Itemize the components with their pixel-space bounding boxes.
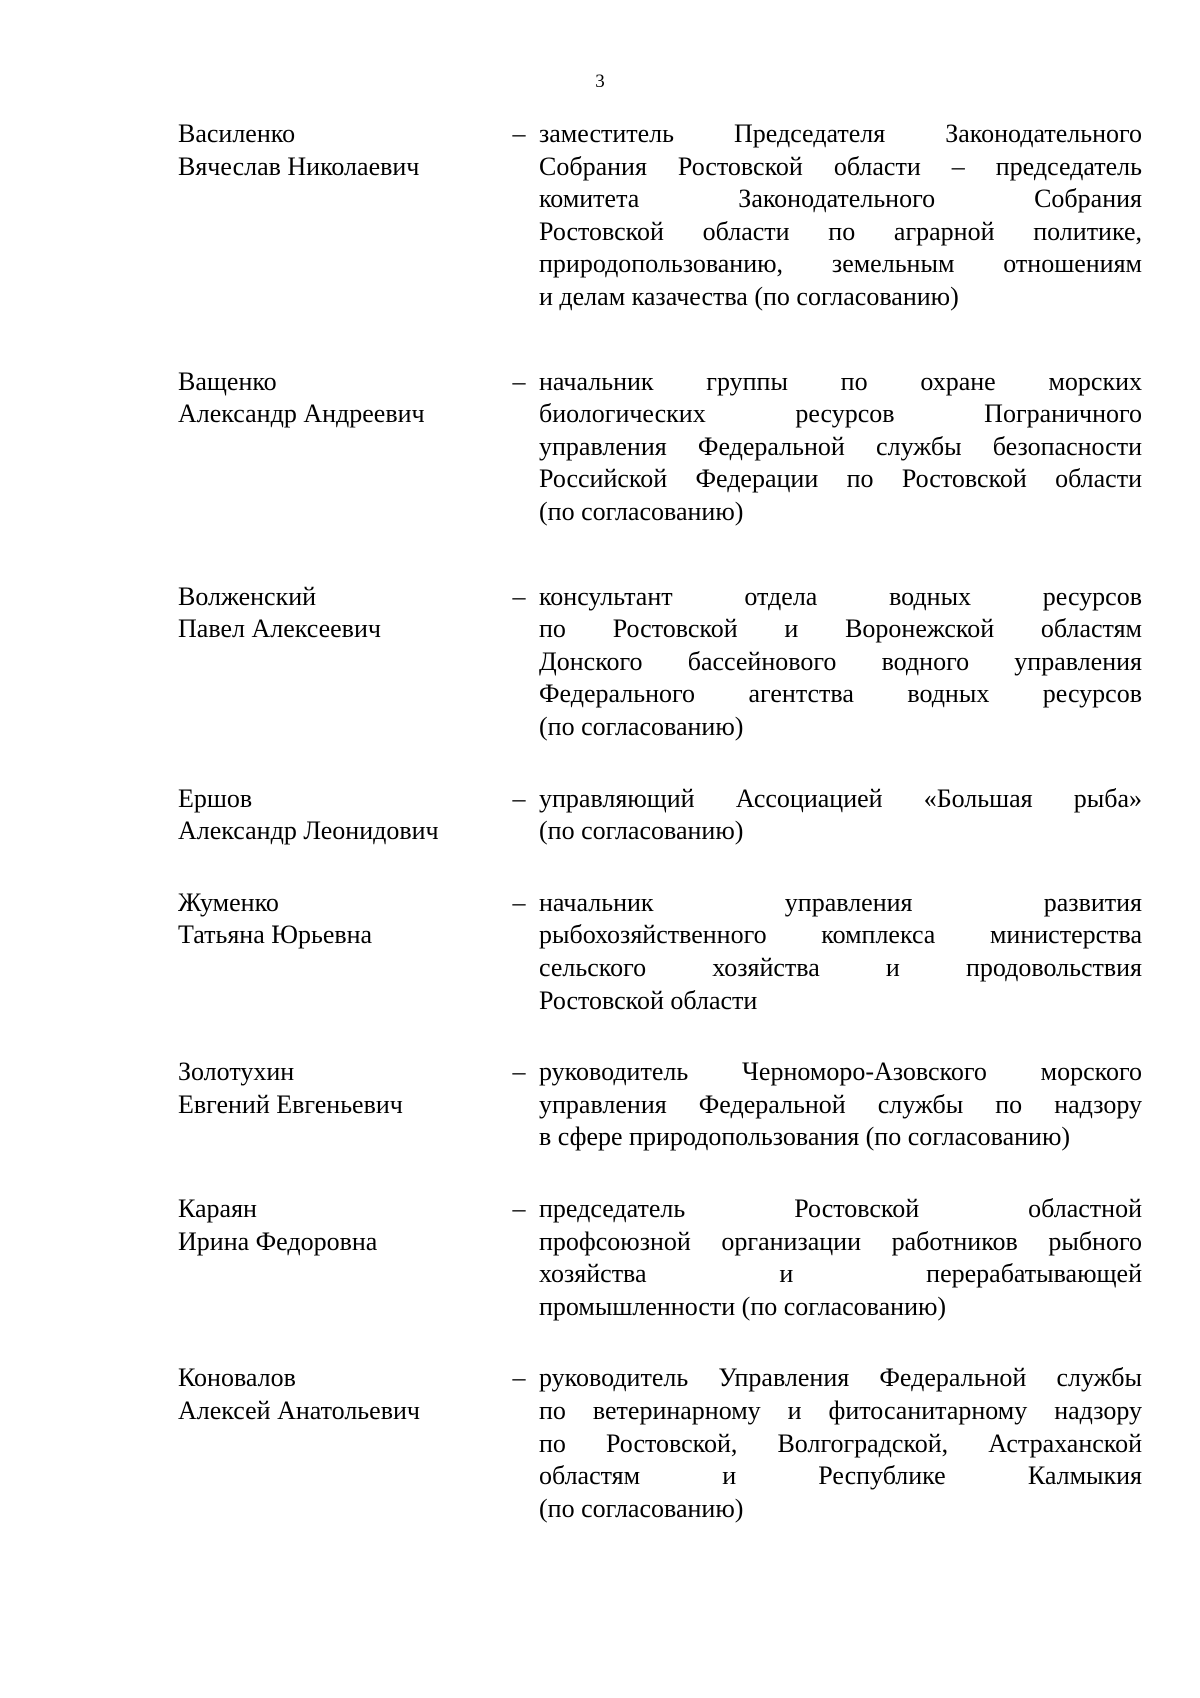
member-dash: –: [512, 119, 526, 148]
member-dash: –: [512, 1057, 526, 1087]
member-given-names: Евгений Евгеньевич: [178, 1089, 403, 1119]
member-role: [539, 581, 1142, 744]
member-entry: [178, 118, 1142, 314]
member-entry: [178, 1056, 1142, 1154]
member-given-names: Павел Алексеевич: [178, 614, 381, 644]
member-dash: –: [512, 581, 526, 611]
member-role-line: Ростовской области по аграрной политике,: [539, 216, 1142, 246]
member-name: [178, 887, 508, 1017]
member-role: [539, 1362, 1142, 1525]
member-name: [178, 366, 508, 529]
member-given-names: Ирина Федоровна: [178, 1226, 378, 1256]
member-role-line: комитета Законодательного Собрания: [539, 184, 1142, 214]
member-role-line: сельского хозяйства и продовольствия: [539, 952, 1142, 982]
member-surname: Золотухин: [178, 1057, 295, 1087]
member-surname: Волженский: [178, 581, 317, 611]
member-role-line: природопользованию, земельным отношениям: [539, 249, 1142, 279]
member-role-line: консультант отдела водных ресурсов: [539, 581, 1142, 611]
member-role: [539, 1056, 1142, 1154]
member-name: [178, 581, 508, 744]
member-role-line: областям и Республике Калмыкия: [539, 1461, 1142, 1491]
member-role-line: по ветеринарному и фитосанитарному надзору: [539, 1395, 1142, 1425]
member-given-names: Александр Андреевич: [178, 399, 425, 429]
member-role-line: и делам казачества (по согласованию): [539, 281, 959, 311]
member-role-line: (по согласованию): [539, 816, 744, 846]
member-role-line: по Ростовской, Волгоградской, Астраханской: [539, 1428, 1142, 1458]
member-role-line: (по согласованию): [539, 711, 744, 741]
member-given-names: Татьяна Юрьевна: [178, 920, 373, 950]
member-dash: –: [512, 366, 526, 396]
member-role-line: хозяйства и перерабатывающей: [539, 1259, 1142, 1289]
member-entry: [178, 887, 1142, 1017]
member-dash: –: [512, 887, 526, 917]
member-list: [178, 118, 1142, 1525]
member-entry: [178, 366, 1142, 529]
member-role-line: начальник группы по охране морских: [539, 366, 1142, 396]
member-given-names: Алексей Анатольевич: [178, 1395, 420, 1425]
member-given-names: Вячеслав Николаевич: [178, 151, 420, 181]
member-role-line: управления Федеральной службы безопасности: [539, 431, 1142, 461]
member-entry: [178, 1193, 1142, 1323]
member-role-line: Российской Федерации по Ростовской области: [539, 464, 1142, 494]
member-surname: Жуменко: [178, 887, 279, 917]
member-dash: –: [512, 783, 526, 813]
member-entry: [178, 581, 1142, 744]
member-role-line: начальник управления развития: [539, 887, 1142, 917]
member-entry: [178, 1362, 1142, 1525]
member-surname: Коновалов: [178, 1363, 296, 1393]
member-role-line: профсоюзной организации работников рыбного: [539, 1226, 1142, 1256]
member-role-line: руководитель Черноморо-Азовского морского: [539, 1057, 1142, 1087]
member-entry: [178, 783, 1142, 848]
member-role-line: Ростовской области: [539, 985, 758, 1015]
member-role: [539, 1193, 1142, 1323]
member-role-line: Федерального агентства водных ресурсов: [539, 679, 1142, 709]
member-role-line: заместитель Председателя Законодательного: [539, 119, 1142, 148]
member-dash: –: [512, 1193, 526, 1223]
member-name: [178, 1362, 508, 1525]
member-dash: –: [512, 1363, 526, 1393]
member-role-line: (по согласованию): [539, 496, 744, 526]
member-role-line: руководитель Управления Федеральной службы: [539, 1363, 1142, 1393]
member-name: [178, 1193, 508, 1323]
member-role-line: рыбохозяйственного комплекса министерства: [539, 920, 1142, 950]
member-name: [178, 118, 508, 314]
member-role: [539, 366, 1142, 529]
member-role-line: управляющий Ассоциацией «Большая рыба»: [539, 783, 1142, 813]
member-surname: Ершов: [178, 783, 253, 813]
member-role-line: управления Федеральной службы по надзору: [539, 1089, 1142, 1119]
member-given-names: Александр Леонидович: [178, 816, 439, 846]
member-role-line: промышленности (по согласованию): [539, 1291, 947, 1321]
member-surname: Караян: [178, 1193, 257, 1223]
member-role-line: председатель Ростовской областной: [539, 1193, 1142, 1223]
member-surname: Ващенко: [178, 366, 277, 396]
member-role-line: (по согласованию): [539, 1493, 744, 1523]
member-role-line: биологических ресурсов Пограничного: [539, 399, 1142, 429]
member-surname: Василенко: [178, 119, 296, 148]
member-role: [539, 783, 1142, 848]
member-role-line: по Ростовской и Воронежской областям: [539, 614, 1142, 644]
member-role-line: Донского бассейнового водного управления: [539, 646, 1142, 676]
member-role-line: Собрания Ростовской области – председатель: [539, 151, 1142, 181]
member-name: [178, 1056, 508, 1154]
member-name: [178, 783, 508, 848]
member-role: [539, 887, 1142, 1017]
page-number: 3: [595, 71, 605, 92]
member-role: [539, 118, 1142, 314]
member-role-line: в сфере природопользования (по согласованию): [539, 1122, 1071, 1152]
